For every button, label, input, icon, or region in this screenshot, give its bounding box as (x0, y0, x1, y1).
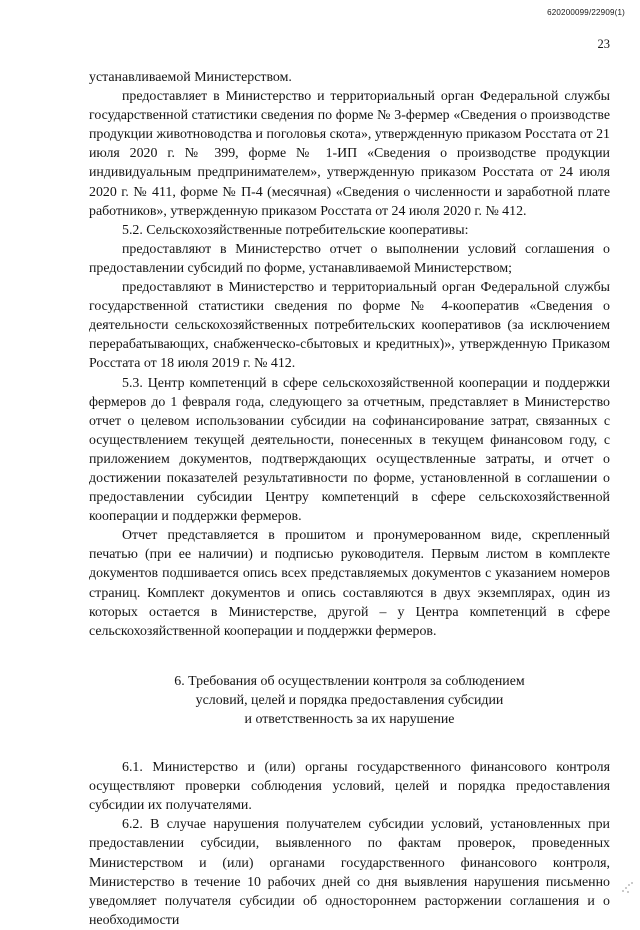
paragraph-continuation: устанавливаемой Министерством. (89, 70, 292, 85)
document-id: 620200099/22909(1) (547, 8, 625, 17)
paragraph-report-format: Отчет представляется в прошитом и пронумерованном виде, скрепленный печатью (при ее наличии) и подписью руководителя. Первым листом в комплекте документов подшивается опись всех представляемых документов с указанием номеров страниц. Комплект документов и опись составляются в двух экземплярах, один из которых остается в Министерстве, другой – у Центра компетенций в сфере сельскохозяйственной кооперации и поддержки фермеров. (89, 528, 610, 639)
section-heading-line-1: 6. Требования об осуществлении контроля за соблюдением (174, 673, 525, 689)
document-body (89, 68, 610, 930)
section-heading-line-2: условий, целей и порядка предоставления субсидии (195, 692, 504, 708)
paragraph-5-3: 5.3. Центр компетенций в сфере сельскохозяйственной кооперации и поддержки фермеров до 1 февраля года, следующего за отчетным, представляет в Министерство отчет о целевом использовании субсидии на софинансирование затрат, связанных с осуществлением текущей деятельности, понесенных в текущем финансовом году, с приложением документов, подтверждающих осуществленные затраты, и отчет о достижении показателей результативности по форме, установленной в соглашении о предоставлении субсидии Центру компетенций в сфере сельскохозяйственной кооперации и поддержки фермеров. (89, 375, 610, 525)
paragraph-6-1: 6.1. Министерство и (или) органы государственного финансового контроля осуществляют проверки соблюдения условий, целей и порядка предоставления субсидии их получателями. (89, 760, 610, 814)
page-number: 23 (597, 37, 610, 51)
paragraph-6-2: 6.2. В случае нарушения получателем субсидии условий, установленных при предоставлении субсидии, выявленного по фактам проверок, проведенных Министерством и (или) органами государственного финансового контроля, Министерство в течение 10 рабочих дней со дня выявления нарушения письменно уведомляет получателя субсидии об одностороннем расторжении соглашения и о необходимости (89, 817, 610, 928)
section-heading (89, 672, 610, 729)
paragraph-cooperative-statistics: предоставляют в Министерство и территориальный орган Федеральной службы государственной статистики сведения по форме № 4-кооператив «Сведения о деятельности сельскохозяйственных потребительских кооперативов (за исключением перерабатывающих, снабженческо-сбытовых и кредитных)», утвержденную Приказом Росстата от 18 июля 2019 г. № 412. (89, 280, 610, 372)
paragraph-cooperative-report: предоставляют в Министерство отчет о выполнении условий соглашения о предоставлении субсидий по форме, устанавливаемой Министерством; (89, 241, 610, 276)
section-heading-line-3: и ответственность за их нарушение (244, 712, 455, 727)
paragraph-farmer-statistics: предоставляет в Министерство и территориальный орган Федеральной службы государственной статистики сведения по форме № 3-фермер «Сведения о производстве продукции животноводства и поголовья скота», утвержденную приказом Росстата от 21 июля 2020 г. № 399, форме № 1-ИП «Сведения о производстве продукции индивидуальным предпринимателем», утвержденную приказом Росстата от 24 июля 2020 г. № 411, форме № П-4 (месячная) «Сведения о численности и заработной плате работников», утвержденную приказом Росстата от 24 июля 2020 г. № 412. (89, 89, 610, 219)
paragraph-5-2: 5.2. Сельскохозяйственные потребительские кооперативы: (122, 222, 469, 238)
scan-speck-mark (620, 881, 634, 895)
